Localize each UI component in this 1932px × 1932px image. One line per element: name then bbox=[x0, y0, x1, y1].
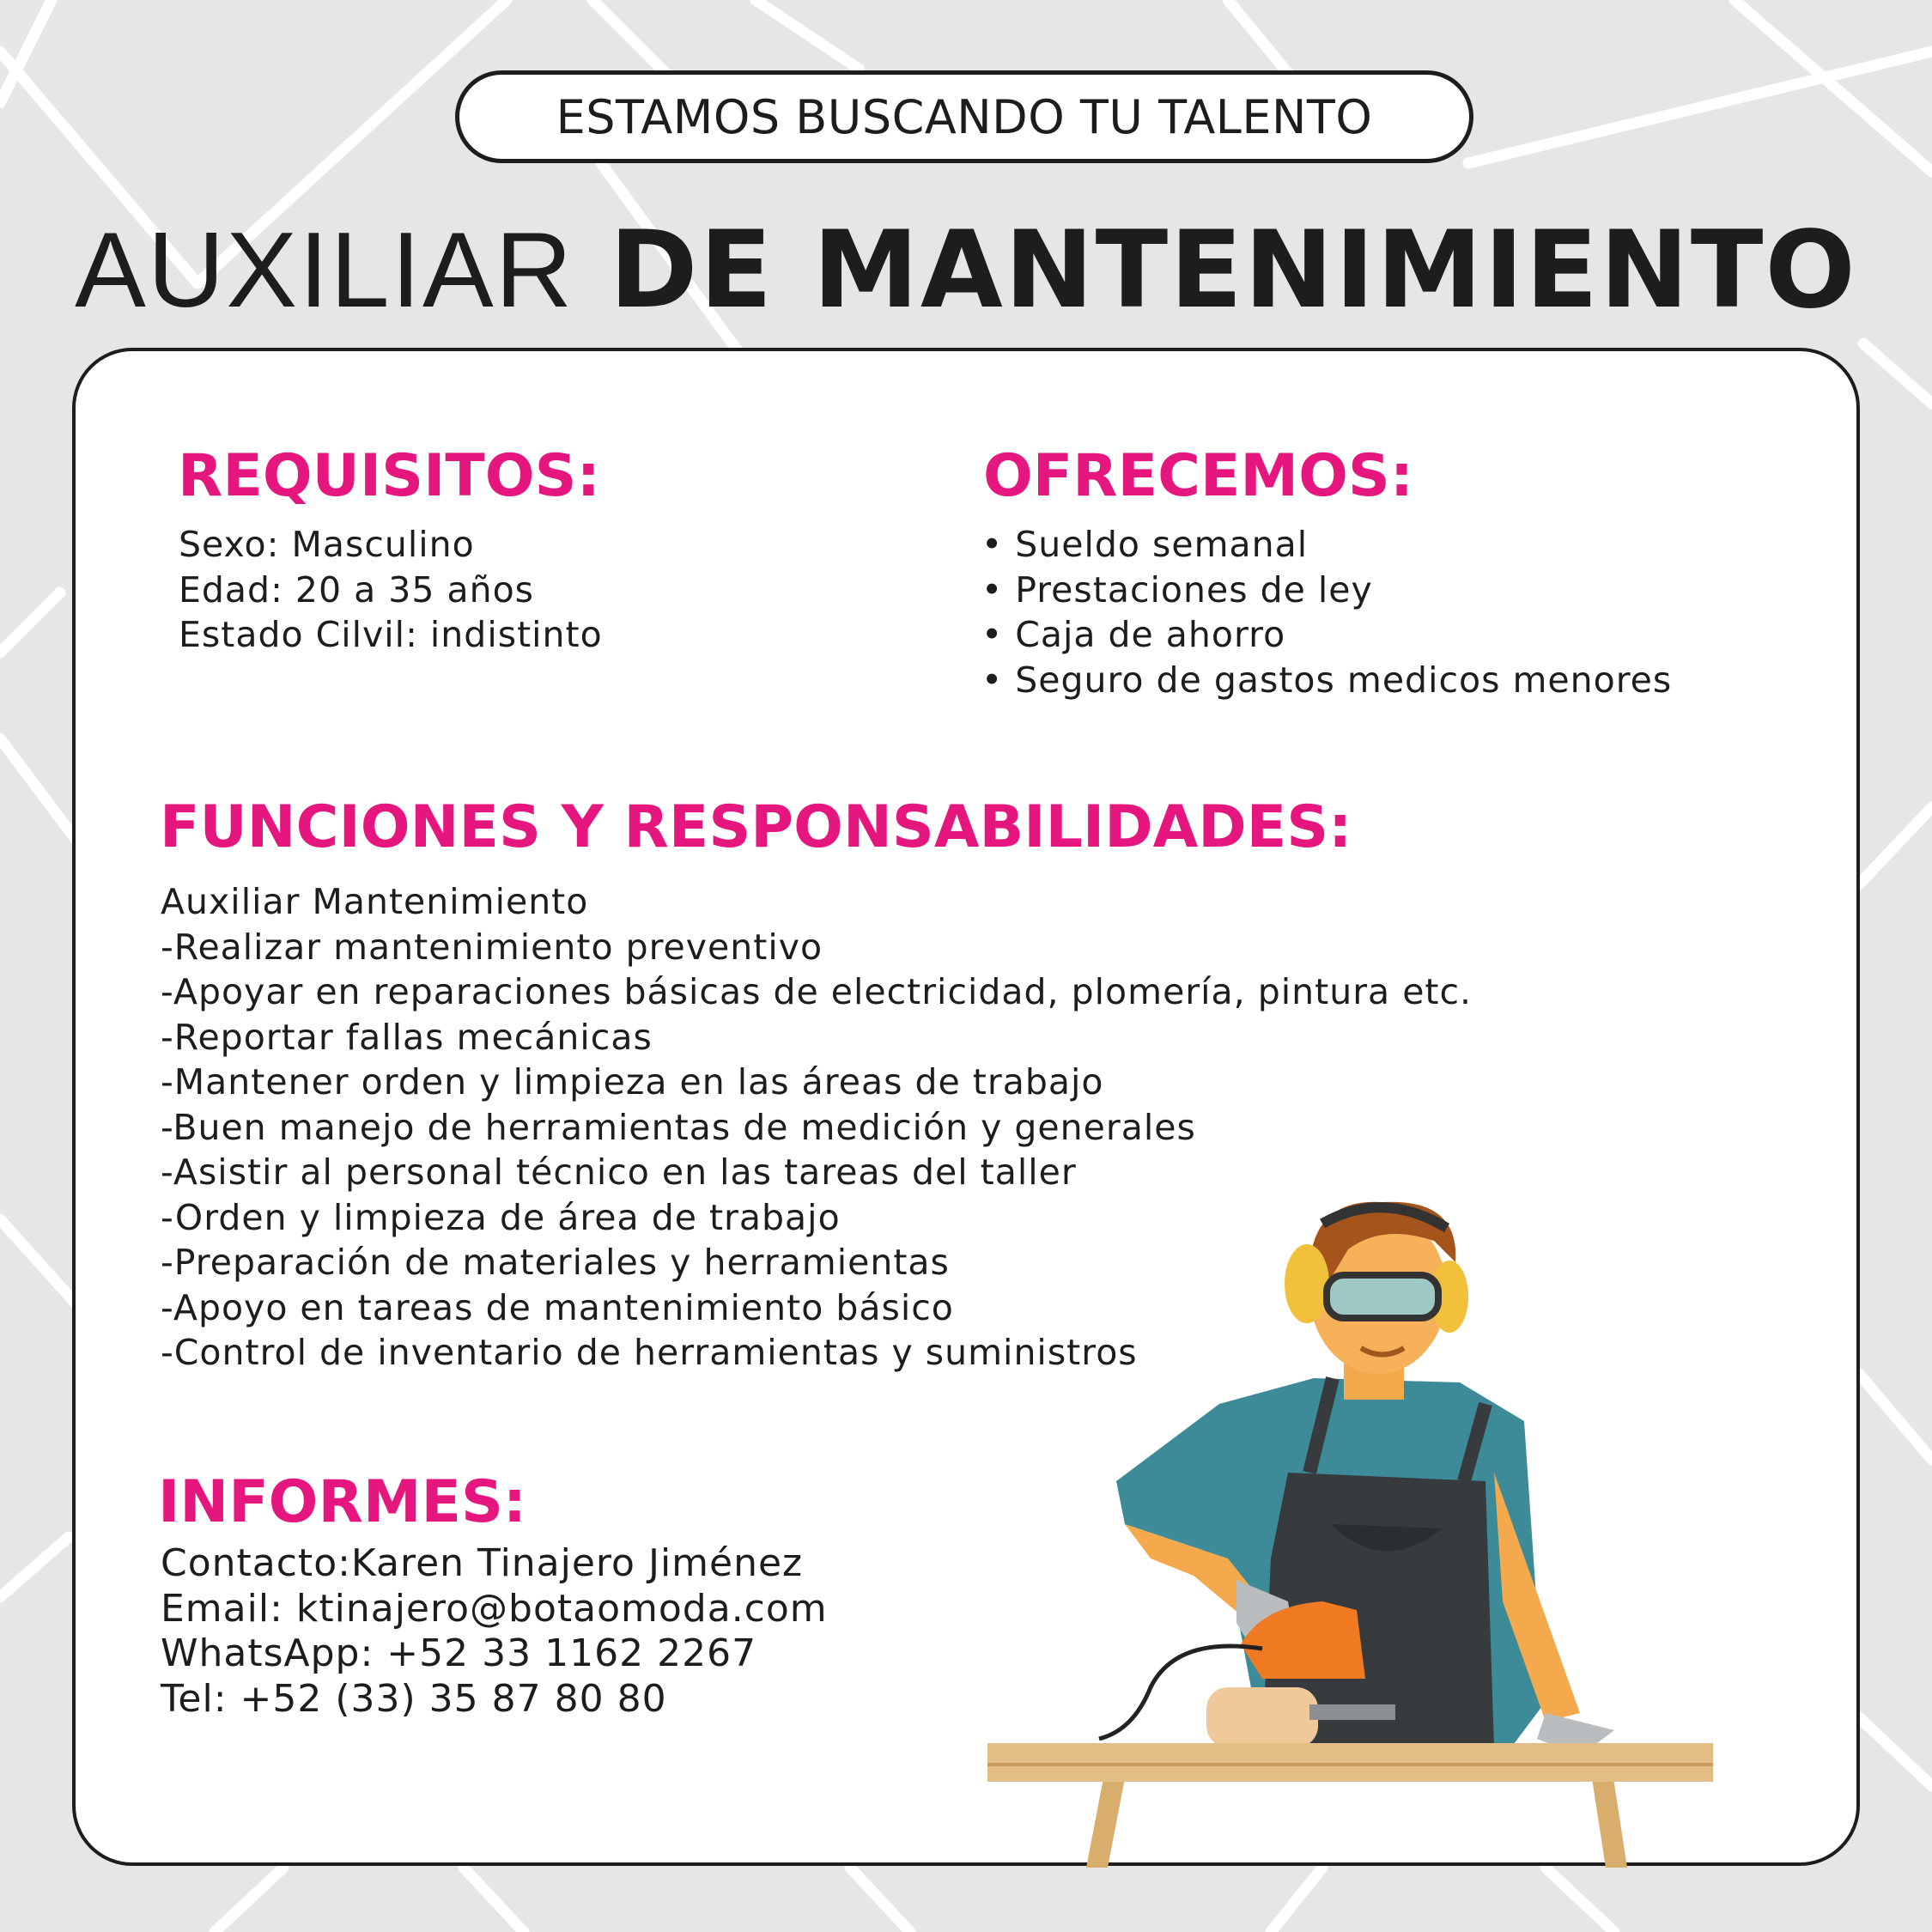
contact-phone: Tel: +52 (33) 35 87 80 80 bbox=[161, 1676, 667, 1721]
list-item: -Realizar mantenimiento preventivo bbox=[161, 926, 823, 968]
contact-name: Contacto:Karen Tinajero Jiménez bbox=[161, 1541, 804, 1585]
contact-whatsapp: WhatsApp: +52 33 1162 2267 bbox=[161, 1631, 757, 1675]
list-item: -Apoyar en reparaciones básicas de electricidad, plomería, pintura etc. bbox=[161, 971, 1473, 1012]
list-item: • Seguro de gastos medicos menores bbox=[981, 659, 1673, 701]
informes-list bbox=[161, 1541, 828, 1722]
job-title-light: AUXILIAR bbox=[75, 211, 574, 330]
list-item: Auxiliar Mantenimiento bbox=[161, 881, 589, 922]
list-item: • Caja de ahorro bbox=[981, 614, 1286, 655]
list-item: Estado Cilvil: indistinto bbox=[179, 614, 603, 655]
funciones-heading: FUNCIONES Y RESPONSABILIDADES: bbox=[160, 793, 1352, 861]
list-item: -Buen manejo de herramientas de medición y generales bbox=[161, 1106, 1196, 1148]
job-title-bold: DE MANTENIMIENTO bbox=[609, 209, 1857, 332]
list-item: -Control de inventario de herramientas y suministros bbox=[161, 1332, 1138, 1373]
ofrecemos-list bbox=[981, 522, 1672, 702]
list-item: -Apoyo en tareas de mantenimiento básico bbox=[161, 1286, 954, 1328]
hiring-banner bbox=[455, 70, 1473, 163]
hiring-banner-label: ESTAMOS BUSCANDO TU TALENTO bbox=[556, 89, 1373, 144]
list-item: -Reportar fallas mecánicas bbox=[161, 1016, 653, 1058]
list-item: -Asistir al personal técnico en las tareas del taller bbox=[161, 1151, 1077, 1193]
job-title bbox=[0, 210, 1932, 331]
list-item: -Preparación de materiales y herramientas bbox=[161, 1242, 950, 1283]
informes-heading: INFORMES: bbox=[158, 1468, 527, 1536]
list-item: • Prestaciones de ley bbox=[981, 568, 1373, 611]
list-item: • Sueldo semanal bbox=[981, 524, 1309, 565]
ofrecemos-heading: OFRECEMOS: bbox=[983, 442, 1414, 510]
worker-sanding-icon bbox=[979, 1198, 1717, 1868]
list-item: -Orden y limpieza de área de trabajo bbox=[161, 1196, 841, 1238]
contact-email: Email: ktinajero@botaomoda.com bbox=[161, 1586, 828, 1631]
list-item: Edad: 20 a 35 años bbox=[179, 568, 535, 611]
list-item: -Mantener orden y limpieza en las áreas de trabajo bbox=[161, 1061, 1104, 1103]
requisitos-heading: REQUISITOS: bbox=[178, 442, 600, 510]
requisitos-list bbox=[179, 522, 603, 658]
list-item: Sexo: Masculino bbox=[179, 524, 475, 565]
